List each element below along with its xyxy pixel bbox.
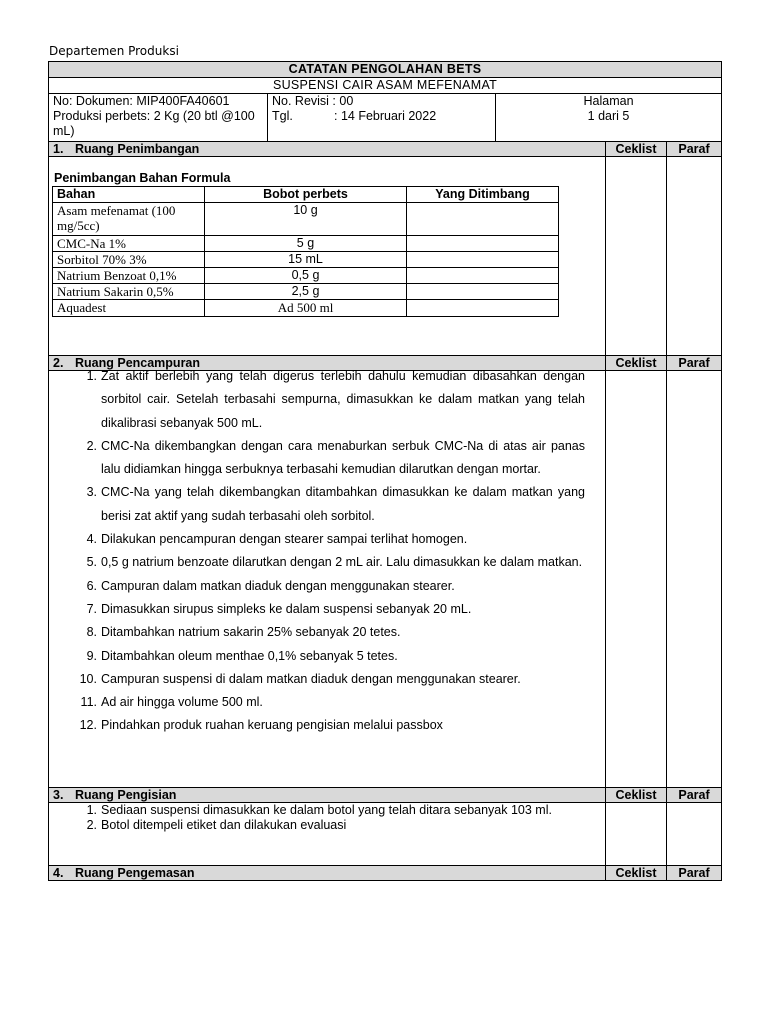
section-3-checklist-header: Ceklist	[606, 788, 667, 803]
date-label: Tgl.	[272, 109, 293, 123]
formula-table	[52, 186, 559, 317]
step-text: Sediaan suspensi dimasukkan ke dalam botol yang telah ditara sebanyak 103 ml.	[101, 803, 552, 817]
section-2-checklist-header: Ceklist	[606, 356, 667, 371]
step-text: Pindahkan produk ruahan keruang pengisian melalui passbox	[101, 718, 443, 733]
mixing-step	[53, 598, 601, 621]
formula-weighed[interactable]	[407, 268, 559, 284]
section-2-title: Ruang Pencampuran	[75, 356, 201, 370]
doc-number: No: Dokumen: MIP400FA40601	[53, 94, 230, 108]
formula-row	[53, 236, 559, 252]
formula-weighed[interactable]	[407, 203, 559, 236]
step-text: CMC-Na yang telah dikembangkan ditambahkan dimasukkan ke dalam matkan yang berisi zat aktif yang sudah terbasahi oleh sorbitol.	[101, 485, 585, 523]
page-label: Halaman	[583, 94, 634, 108]
formula-weighed[interactable]	[407, 284, 559, 300]
section-3-content	[49, 803, 606, 866]
formula-col-bobot: Bobot perbets	[205, 187, 407, 203]
section-1-header	[49, 142, 722, 157]
batch-record-table	[48, 61, 722, 881]
department-label: Departemen Produksi	[49, 44, 179, 58]
step-text: Dimasukkan sirupus simpleks ke dalam suspensi sebanyak 20 mL.	[101, 601, 472, 616]
formula-col-ditimbang: Yang Ditimbang	[407, 187, 559, 203]
mixing-steps-list	[53, 365, 601, 738]
formula-weighed[interactable]	[407, 252, 559, 268]
formula-col-bahan: Bahan	[53, 187, 205, 203]
section-1-body	[49, 157, 722, 356]
formula-weighed[interactable]	[407, 300, 559, 317]
section-3-header	[49, 788, 722, 803]
formula-weight: 5 g	[205, 236, 407, 252]
step-text: Ditambahkan oleum menthae 0,1% sebanyak 5 tetes.	[101, 648, 398, 663]
step-text: Campuran suspensi di dalam matkan diaduk dengan menggunakan stearer.	[101, 671, 521, 686]
mixing-step	[53, 365, 601, 435]
info-row	[49, 94, 722, 142]
step-text: Campuran dalam matkan diaduk dengan menggunakan stearer.	[101, 578, 455, 593]
mixing-step	[53, 481, 601, 528]
step-number: 4.	[86, 532, 97, 547]
formula-material: Asam mefenamat (100 mg/5cc)	[53, 203, 205, 236]
production-per-batch: Produksi perbets: 2 Kg (20 btl @100 mL)	[53, 109, 255, 138]
step-number: 1.	[86, 803, 97, 817]
formula-weight: 0,5 g	[205, 268, 407, 284]
step-number: 1.	[86, 369, 97, 383]
step-number: 2.	[86, 438, 97, 453]
doc-title: CATATAN PENGOLAHAN BETS	[49, 62, 722, 78]
page-cell	[496, 94, 722, 142]
section-1-title: Ruang Penimbangan	[75, 142, 200, 156]
formula-row	[53, 268, 559, 284]
mixing-step	[53, 668, 601, 691]
page-value: 1 dari 5	[587, 109, 630, 123]
section-3-paraf-header: Paraf	[667, 788, 722, 803]
section-2-body	[49, 371, 722, 788]
section-4-title: Ruang Pengemasan	[75, 866, 195, 880]
section-1-content	[49, 157, 606, 356]
step-number: 5.	[86, 555, 97, 570]
step-number: 6.	[86, 578, 97, 593]
section-1-checklist-cell[interactable]	[606, 157, 667, 356]
step-text: Zat aktif berlebih yang telah digerus terlebih dahulu kemudian dibasahkan dengan sorbitol cair. Setelah terbasahi sempurna, dimasukkan ke dalam matkan yang telah dikalibrasi sebanyak 500 mL.	[101, 369, 585, 430]
section-4-number: 4.	[53, 866, 64, 880]
section-1-paraf-cell[interactable]	[667, 157, 722, 356]
mixing-step	[53, 528, 601, 551]
step-number: 11.	[80, 695, 97, 710]
formula-weight: 15 mL	[205, 252, 407, 268]
section-2-content	[49, 371, 606, 788]
step-text: 0,5 g natrium benzoate dilarutkan dengan 2 mL air. Lalu dimasukkan ke dalam matkan.	[101, 555, 583, 570]
doc-info-cell	[49, 94, 268, 142]
formula-row	[53, 284, 559, 300]
section-2-checklist-cell[interactable]	[606, 371, 667, 788]
section-2-paraf-header: Paraf	[667, 356, 722, 371]
formula-weighed[interactable]	[407, 236, 559, 252]
section-3-number: 3.	[53, 788, 64, 802]
formula-material: Natrium Benzoat 0,1%	[53, 268, 205, 284]
subtitle-row	[49, 78, 722, 94]
formula-material: Sorbitol 70% 3%	[53, 252, 205, 268]
formula-weight: Ad 500 ml	[205, 300, 407, 317]
date-line	[272, 109, 491, 124]
formula-heading: Penimbangan Bahan Formula	[54, 171, 231, 185]
section-1-paraf-header: Paraf	[667, 142, 722, 157]
formula-weight: 2,5 g	[205, 284, 407, 300]
date-value: : 14 Februari 2022	[334, 109, 437, 123]
filling-steps-list	[53, 803, 601, 833]
section-3-title: Ruang Pengisian	[75, 788, 177, 802]
formula-material: Aquadest	[53, 300, 205, 317]
step-number: 2.	[86, 818, 97, 832]
step-number: 8.	[86, 625, 97, 640]
revision-cell	[268, 94, 496, 142]
section-3-paraf-cell[interactable]	[667, 803, 722, 866]
mixing-step	[53, 575, 601, 598]
section-1-number: 1.	[53, 142, 64, 156]
doc-subtitle: SUSPENSI CAIR ASAM MEFENAMAT	[49, 78, 722, 94]
section-2-number: 2.	[53, 356, 64, 370]
section-4-header	[49, 866, 722, 881]
section-1-checklist-header: Ceklist	[606, 142, 667, 157]
mixing-step	[53, 645, 601, 668]
step-number: 7.	[86, 601, 97, 616]
mixing-step	[53, 551, 601, 574]
step-text: Ad air hingga volume 500 ml.	[101, 695, 263, 710]
step-text: Dilakukan pencampuran dengan stearer sampai terlihat homogen.	[101, 532, 468, 547]
formula-material: Natrium Sakarin 0,5%	[53, 284, 205, 300]
step-number: 3.	[86, 485, 97, 500]
section-3-checklist-cell[interactable]	[606, 803, 667, 866]
formula-row	[53, 203, 559, 236]
section-2-paraf-cell[interactable]	[667, 371, 722, 788]
filling-step	[53, 818, 601, 833]
step-text: Ditambahkan natrium sakarin 25% sebanyak 20 tetes.	[101, 625, 401, 640]
step-text: CMC-Na dikembangkan dengan cara menaburkan serbuk CMC-Na di atas air panas lalu didiamkan hingga serbuknya terbasahi kemudian dilarutkan dengan mortar.	[101, 438, 585, 477]
mixing-step	[53, 435, 601, 482]
revision-number: No. Revisi : 00	[272, 94, 354, 108]
mixing-step	[53, 714, 601, 737]
formula-row	[53, 300, 559, 317]
formula-row	[53, 252, 559, 268]
mixing-step	[53, 691, 601, 714]
formula-material: CMC-Na 1%	[53, 236, 205, 252]
section-3-body	[49, 803, 722, 866]
step-number: 10.	[79, 671, 97, 686]
section-4-title-cell	[49, 866, 606, 881]
section-1-title-cell	[49, 142, 606, 157]
section-4-checklist-header: Ceklist	[606, 866, 667, 881]
step-text: Botol ditempeli etiket dan dilakukan evaluasi	[101, 818, 347, 832]
mixing-step	[53, 621, 601, 644]
step-number: 12.	[79, 718, 97, 733]
section-3-title-cell	[49, 788, 606, 803]
formula-weight: 10 g	[205, 203, 407, 236]
title-row	[49, 62, 722, 78]
formula-header-row	[53, 187, 559, 203]
step-number: 9.	[86, 648, 97, 663]
section-4-paraf-header: Paraf	[667, 866, 722, 881]
filling-step	[53, 803, 601, 818]
